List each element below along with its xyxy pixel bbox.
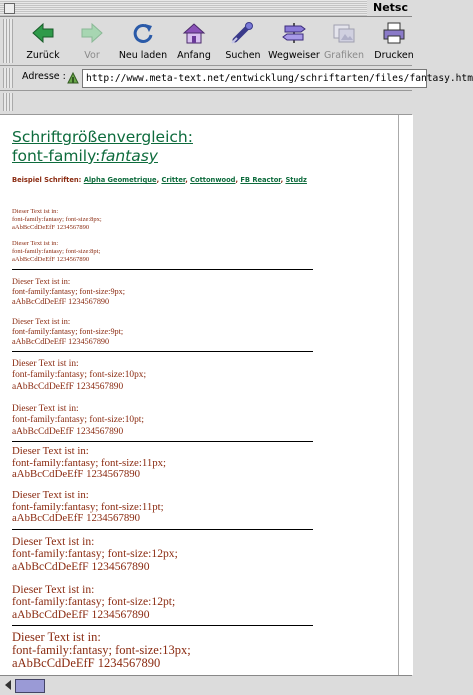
sample-line: font-family:fantasy; font-size:9px; (12, 287, 126, 296)
print-button[interactable]: Drucken (370, 19, 418, 63)
page-title (12, 128, 193, 166)
sample-block (12, 631, 191, 670)
example-font-link[interactable]: FB Reactor (240, 176, 281, 184)
sample-line: Dieser Text ist in: (12, 445, 89, 457)
example-font-link[interactable]: Studz (285, 176, 307, 184)
sample-line: aAbBcCdDeEfF 1234567890 (12, 256, 90, 263)
navigation-toolbar (0, 17, 412, 66)
sample-block (12, 404, 144, 438)
back-button[interactable]: Zurück (20, 19, 66, 63)
connection-status-icon[interactable] (15, 679, 45, 693)
sample-block (12, 446, 166, 481)
images-icon (331, 21, 357, 45)
page-title-line2: font-family:fantasy (12, 147, 158, 165)
divider (12, 529, 313, 530)
sample-block (12, 317, 123, 347)
sample-block (12, 208, 102, 232)
sample-line: Dieser Text ist in: (12, 630, 101, 644)
sample-block (12, 584, 175, 621)
sample-block (12, 277, 125, 307)
sample-line: Dieser Text ist in: (12, 359, 79, 369)
reload-button[interactable]: Neu laden (117, 19, 169, 63)
sample-line: font-family:fantasy; font-size:10px; (12, 370, 147, 381)
page-proxy-icon[interactable] (66, 71, 80, 85)
divider (12, 269, 313, 270)
forward-button[interactable]: Vor (70, 19, 114, 63)
sample-line: aAbBcCdDeEfF 1234567890 (12, 381, 124, 392)
home-button[interactable]: Anfang (172, 19, 216, 63)
sample-line: aAbBcCdDeEfF 1234567890 (12, 656, 161, 670)
window-title: Netsc (367, 0, 412, 16)
example-font-link[interactable]: Critter (161, 176, 186, 184)
address-bar-grip[interactable] (3, 68, 13, 88)
status-bar (0, 675, 412, 695)
sample-line: aAbBcCdDeEfF 1234567890 (12, 297, 110, 306)
sample-line: aAbBcCdDeEfF 1234567890 (12, 337, 110, 346)
sample-line: Dieser Text ist in: (12, 208, 59, 215)
examples-label: Beispiel Schriften: (12, 176, 82, 184)
home-icon (181, 21, 207, 45)
page-title-fontname: fantasy (100, 147, 158, 165)
page-title-line1: Schriftgrößenvergleich: (12, 128, 193, 146)
search-icon (230, 21, 256, 45)
search-button[interactable]: Suchen (221, 19, 265, 63)
page-content (0, 115, 412, 675)
sample-block (12, 359, 146, 393)
sample-line: font-family:fantasy; font-size:8px; (12, 216, 102, 223)
sample-line: Dieser Text ist in: (12, 535, 95, 548)
vertical-scrollbar[interactable] (398, 115, 413, 675)
url-input[interactable]: http://www.meta-text.net/entwicklung/schriftarten/files/fantasy.htm (82, 69, 427, 88)
sample-block (12, 240, 100, 264)
sample-block (12, 536, 178, 573)
example-font-link[interactable]: Cottonwood (190, 176, 236, 184)
sample-line: font-family:fantasy; font-size:8pt; (12, 248, 101, 255)
close-box[interactable] (4, 3, 15, 14)
reload-icon (130, 21, 156, 45)
divider (12, 441, 313, 442)
window-titlebar[interactable] (0, 0, 412, 17)
address-label: Adresse : (22, 71, 66, 82)
guide-button[interactable]: Wegweiser (267, 19, 321, 63)
divider (12, 625, 313, 626)
personal-toolbar (0, 91, 412, 115)
print-icon (381, 21, 407, 45)
sample-line: aAbBcCdDeEfF 1234567890 (12, 559, 150, 573)
scroll-left-arrow-icon[interactable] (2, 678, 14, 692)
toolbar-collapse-grip[interactable] (3, 19, 13, 63)
guide-icon (281, 21, 307, 45)
sample-line: Dieser Text ist in: (12, 583, 95, 596)
forward-arrow-icon (79, 21, 105, 45)
images-button[interactable]: Grafiken (322, 19, 366, 63)
example-fonts: Beispiel Schriften: Alpha Geometrique, Critter, Cottonwood, FB Reactor, Studz (12, 176, 307, 184)
sample-line: Dieser Text ist in: (12, 317, 71, 326)
sample-block (12, 490, 164, 525)
divider (12, 351, 313, 352)
sample-line: aAbBcCdDeEfF 1234567890 (12, 426, 124, 437)
sample-line: font-family:fantasy; font-size:12px; (12, 547, 178, 561)
sample-line: font-family:fantasy; font-size:11px; (12, 456, 167, 469)
back-arrow-icon (30, 21, 56, 45)
sample-line: Dieser Text ist in: (12, 277, 71, 286)
sample-line: Dieser Text ist in: (12, 489, 89, 501)
example-font-link[interactable]: Alpha Geometrique (83, 176, 157, 184)
address-bar (0, 66, 473, 91)
sample-line: aAbBcCdDeEfF 1234567890 (12, 468, 141, 480)
sample-line: font-family:fantasy; font-size:12pt; (12, 595, 176, 609)
sample-line: Dieser Text ist in: (12, 240, 59, 247)
sample-line: Dieser Text ist in: (12, 404, 79, 414)
sample-line: font-family:fantasy; font-size:11pt; (12, 500, 164, 513)
sample-line: font-family:fantasy; font-size:9pt; (12, 327, 124, 336)
sample-line: aAbBcCdDeEfF 1234567890 (12, 224, 90, 231)
personal-toolbar-grip[interactable] (3, 93, 13, 111)
sample-line: font-family:fantasy; font-size:13px; (12, 643, 191, 657)
sample-line: font-family:fantasy; font-size:10pt; (12, 415, 144, 426)
sample-line: aAbBcCdDeEfF 1234567890 (12, 607, 150, 621)
sample-line: aAbBcCdDeEfF 1234567890 (12, 512, 141, 524)
